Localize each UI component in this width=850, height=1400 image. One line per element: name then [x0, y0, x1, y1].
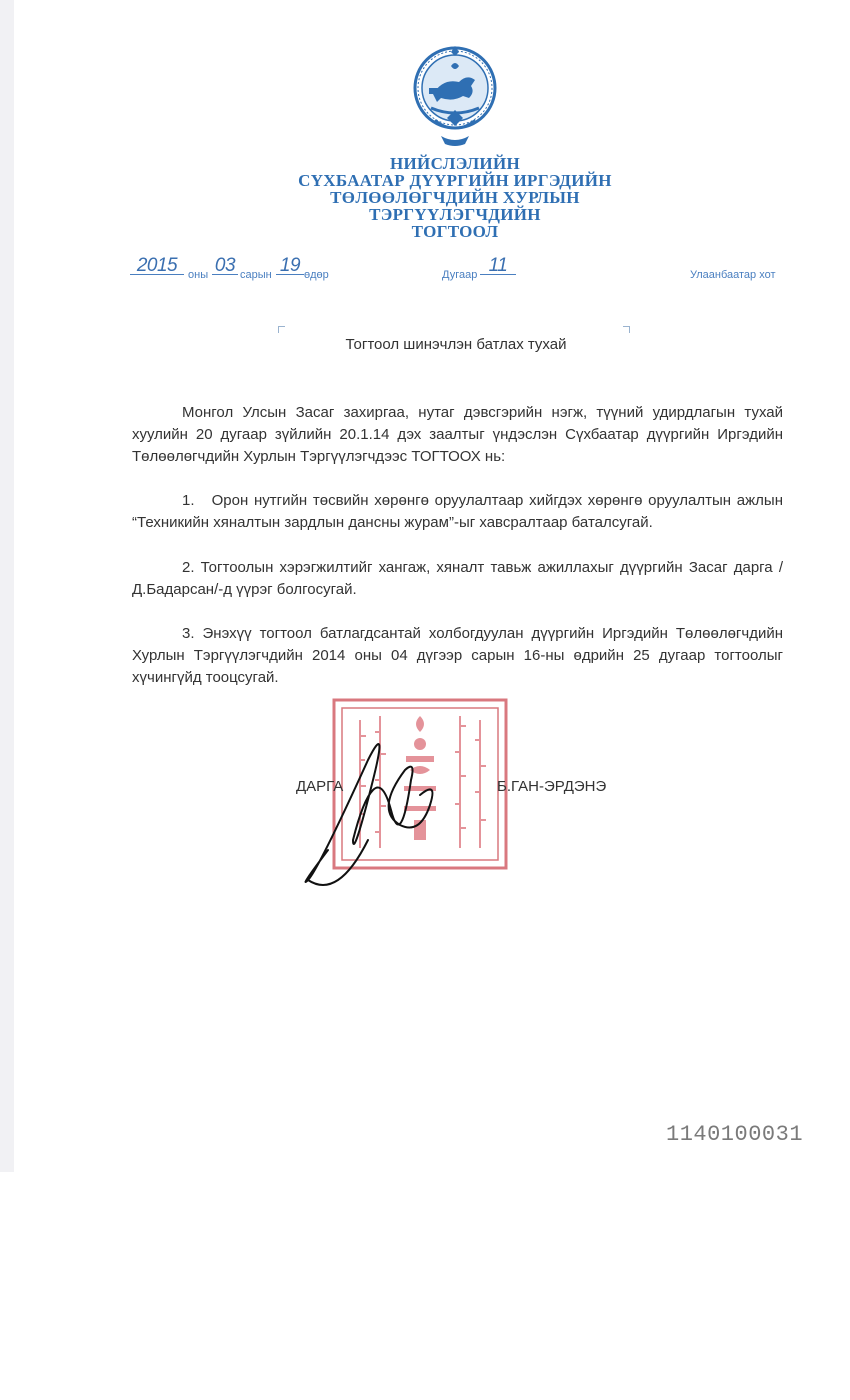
date-month-label: сарын — [240, 269, 272, 281]
document-number: 11 — [480, 258, 516, 275]
document-header — [200, 155, 710, 240]
state-emblem-icon — [411, 42, 499, 146]
header-line: СҮХБААТАР ДҮҮРГИЙН ИРГЭДИЙН — [298, 171, 612, 190]
header-line: ТОГТООЛ — [411, 222, 499, 241]
signer-name: Б.ГАН-ЭРДЭНЭ — [497, 778, 607, 795]
signer-title: ДАРГА — [296, 778, 344, 795]
handwritten-signature — [288, 720, 468, 895]
date-year-label: оны — [188, 269, 209, 281]
page-edge — [0, 0, 14, 1172]
body-paragraph: 2. Тогтоолын хэрэгжилтийг хангаж, хяналт тавьж ажиллахыг дүүргийн Засаг дарга /Д.Бадарсан/-д үүрэг болгосугай. — [132, 559, 783, 598]
issue-city: Улаанбаатар хот — [690, 269, 776, 281]
subject-frame — [278, 326, 630, 336]
date-year: 2015 — [130, 258, 184, 275]
frame-corner-right — [623, 326, 630, 333]
body-paragraph: 1. Орон нутгийн төсвийн хөрөнгө оруулалтаар хийгдэх хөрөнгө оруулалтын ажлын “Техникийн хяналтын зардлын дансны журам”-ыг хавсралтаар баталсугай. — [132, 492, 783, 531]
document-meta-row — [130, 255, 790, 284]
document-number-label: Дугаар — [442, 269, 478, 281]
date-day-label: өдөр — [304, 269, 329, 281]
serial-number: 1140100031 — [666, 1122, 804, 1147]
date-day: 19 — [276, 258, 304, 275]
date-month: 03 — [212, 258, 238, 275]
frame-corner-left — [278, 326, 285, 333]
blank-area — [0, 1172, 850, 1400]
body-paragraph: Монгол Улсын Засаг захиргаа, нутаг дэвсгэрийн нэгж, түүний удирдлагын тухай хуулийн 20 дугаар зүйлийн 20.1.14 дэх заалтыг үндэслэн Сүхбаатар дүүргийн Иргэдийн Төлөөлөгчдийн Хурлын Тэргүүлэгчдээс ТОГТООХ нь: — [132, 404, 783, 465]
header-line: НИЙСЛЭЛИЙН — [390, 154, 520, 173]
body-paragraph: 3. Энэхүү тогтоол батлагдсантай холбогдуулан дүүргийн Иргэдийн Төлөөлөгчдийн Хурлын Тэргүүлэгчдийн 2014 оны 04 дүгээр сарын 16-ны өдрийн 25 дугаар тогтоолыг хүчингүйд тооцсугай. — [132, 625, 783, 686]
header-line: ТӨЛӨӨЛӨГЧДИЙН ХУРЛЫН — [330, 188, 580, 207]
document-subject: Тогтоол шинэчлэн батлах тухай — [345, 336, 567, 353]
header-line: ТЭРГҮҮЛЭГЧДИЙН — [369, 205, 541, 224]
